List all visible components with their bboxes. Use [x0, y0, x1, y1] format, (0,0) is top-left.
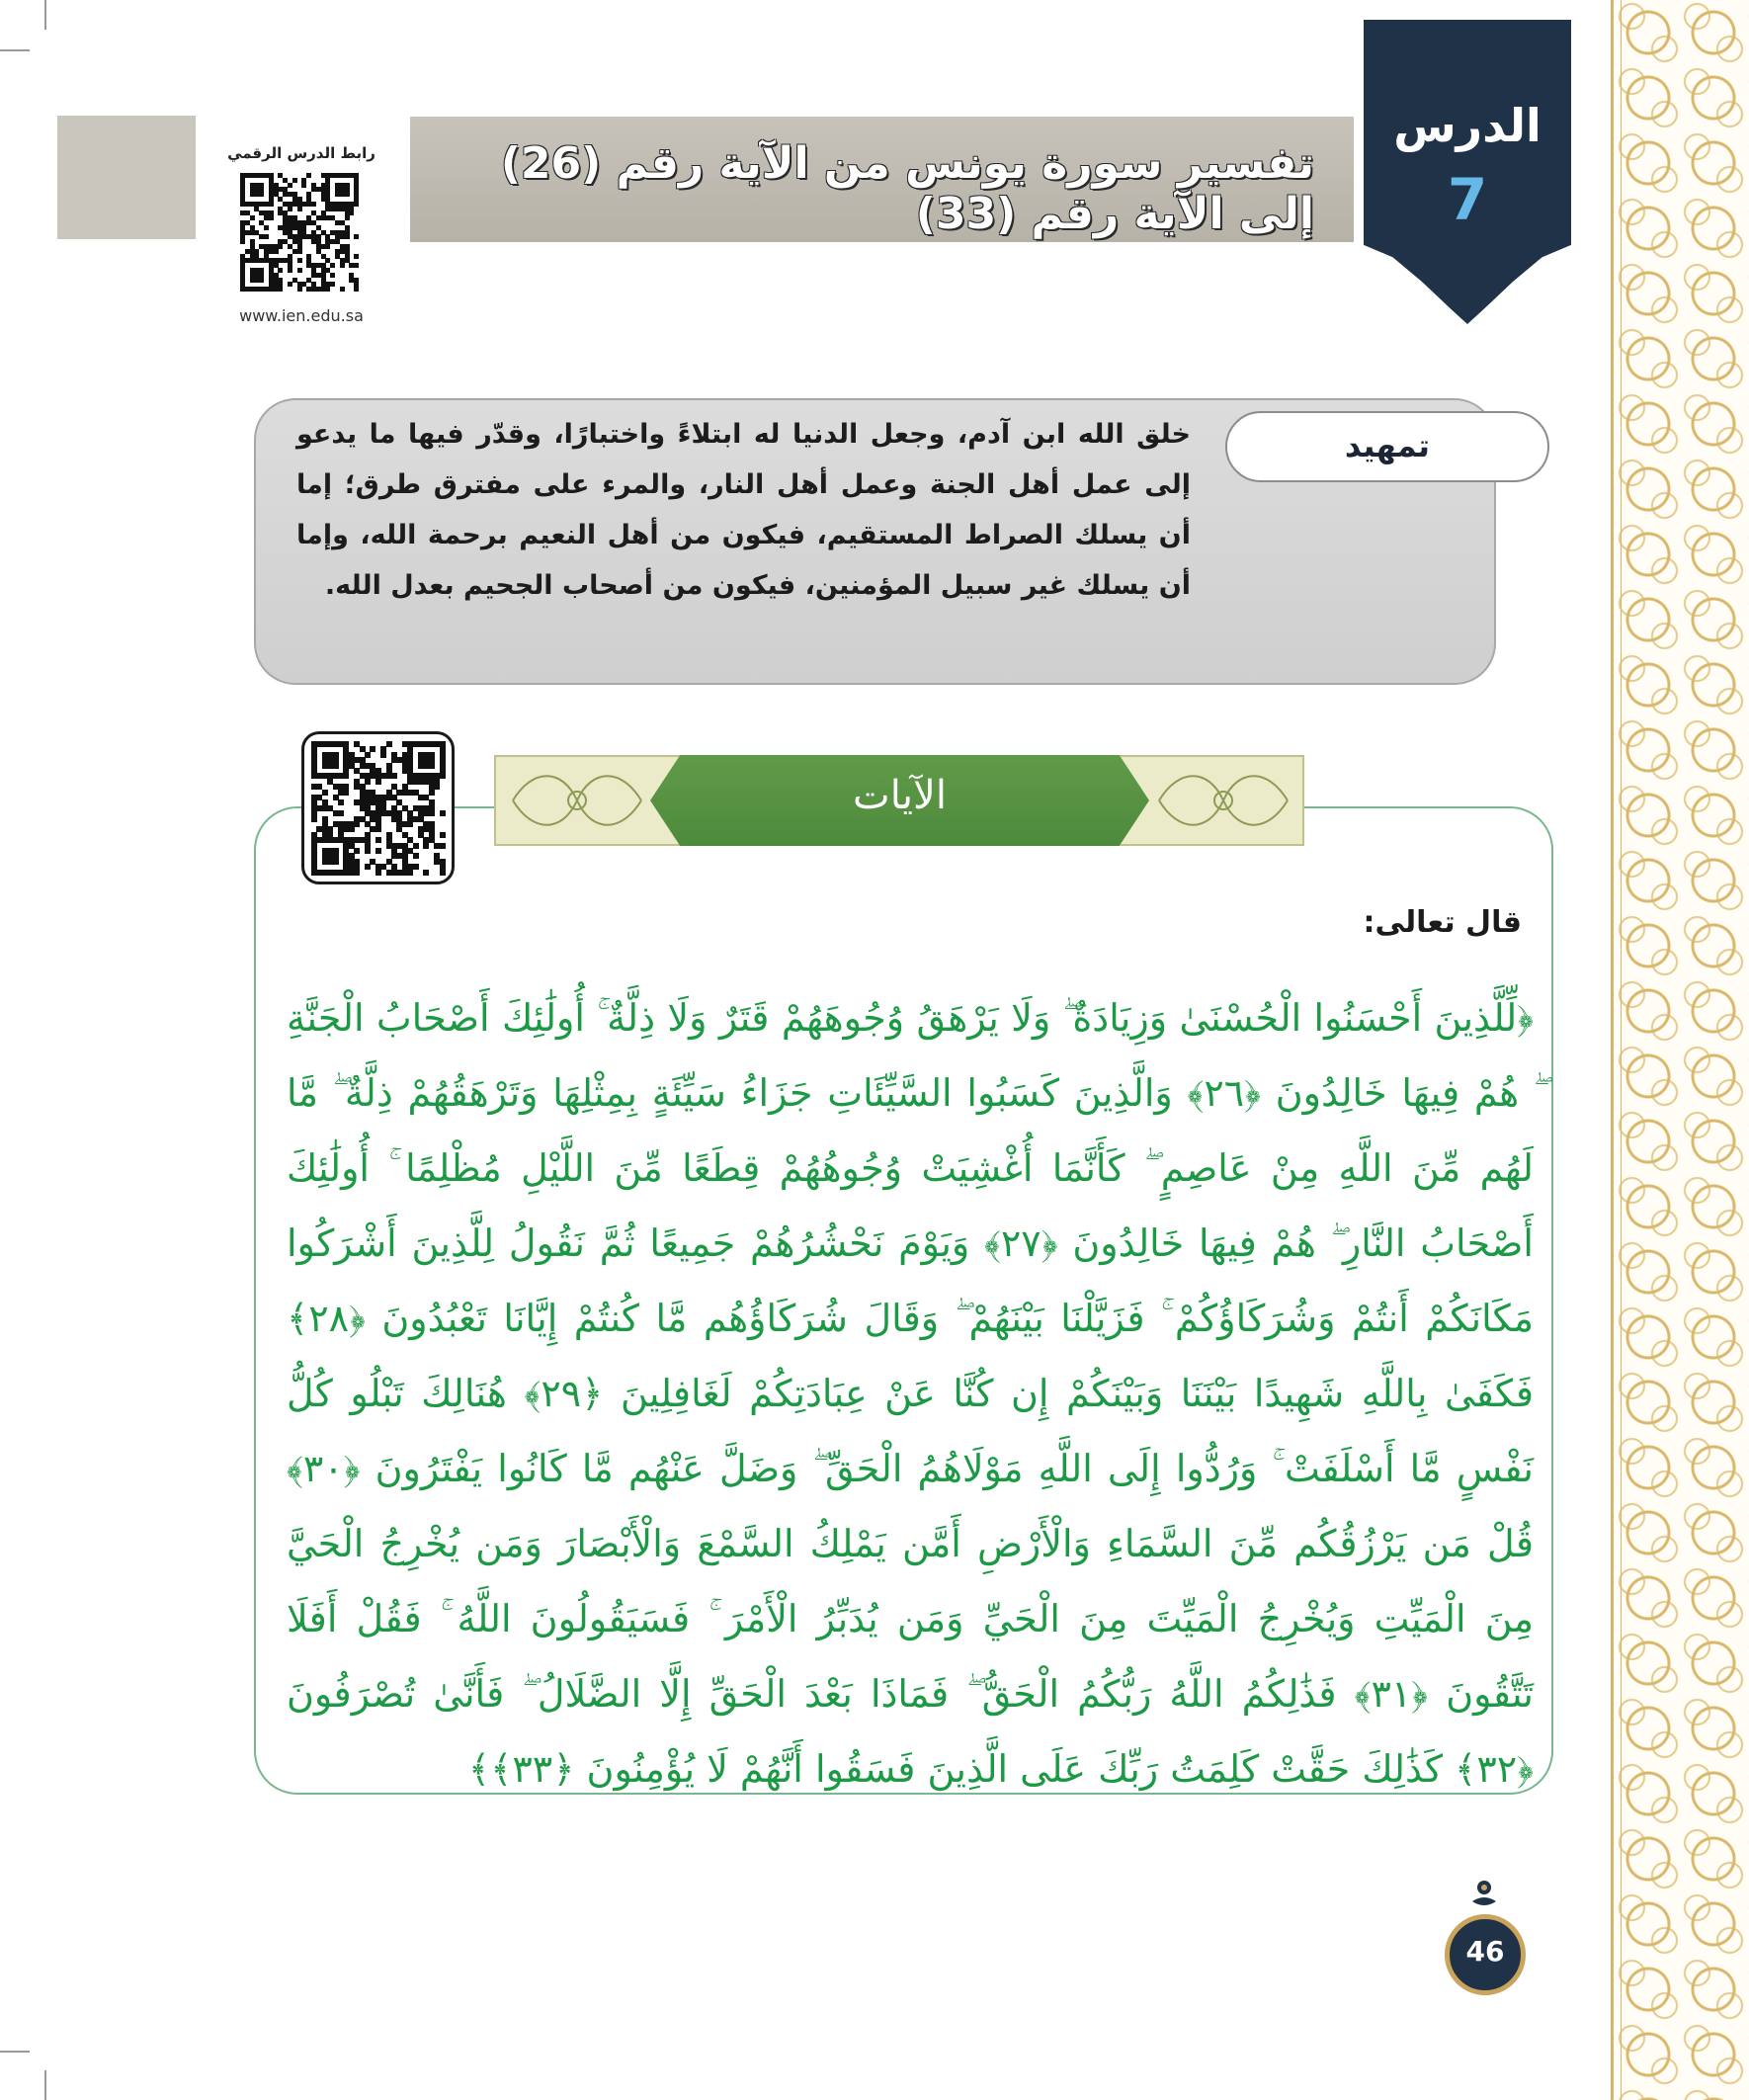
digital-link-label: رابط الدرس الرقمي [227, 144, 375, 162]
intro-text: خلق الله ابن آدم، وجعل الدنيا له ابتلاءً واختبارًا، وقدّر فيها ما يدعو إلى عمل أهل الجنة وعمل أهل النار، والمرء على مفترق طرق؛ إما أن يسلك الصراط المستقيم، فيكون من أهل النعيم برحمة الله، وإما أن يسلك غير سبيل المؤمنين، فيكون من أصحاب الجحيم بعدل الله. [296, 419, 1191, 601]
qr-code-icon[interactable] [311, 741, 445, 875]
ayat-heading: الآيات [853, 773, 947, 818]
verses-intro-phrase: قال تعالى: [1363, 905, 1522, 940]
crop-mark [0, 2051, 30, 2053]
digital-link-url[interactable]: www.ien.edu.sa [239, 306, 364, 325]
page-number: 46 [1465, 1935, 1505, 1968]
lesson-title: تفسير سورة يونس من الآية رقم (26) إلى الآية رقم (33) [500, 138, 1314, 239]
border-line [1621, 0, 1622, 2100]
crop-mark [44, 2070, 46, 2100]
header-gray-block [57, 116, 196, 239]
lesson-number: 7 [1447, 166, 1488, 233]
arabesque-icon [1154, 763, 1292, 838]
page-ornament-icon [1469, 1878, 1499, 1909]
crop-mark [0, 49, 30, 51]
quran-verses: ﴿لِّلَّذِينَ أَحْسَنُوا الْحُسْنَىٰ وَزِيَادَةٌ ۖ وَلَا يَرْهَقُ وُجُوهَهُمْ قَتَرٌ وَلَا ذِلَّةٌ ۚ أُولَٰئِكَ أَصْحَابُ الْجَنَّةِ ۖ هُمْ فِيهَا خَالِدُونَ ﴿٢٦﴾ وَالَّذِينَ كَسَبُوا السَّيِّئَاتِ جَزَاءُ سَيِّئَةٍ بِمِثْلِهَا وَتَرْهَقُهُمْ ذِلَّةٌ ۖ مَّا لَهُم مِّنَ اللَّهِ مِنْ عَاصِمٍ ۖ كَأَنَّمَا أُغْشِيَتْ وُجُوهُهُمْ قِطَعًا مِّنَ اللَّيْلِ مُظْلِمًا ۚ أُولَٰئِكَ أَصْحَابُ النَّارِ ۖ هُمْ فِيهَا خَالِدُونَ ﴿٢٧﴾ وَيَوْمَ نَحْشُرُهُمْ جَمِيعًا ثُمَّ نَقُولُ لِلَّذِينَ أَشْرَكُوا مَكَانَكُمْ أَنتُمْ وَشُرَكَاؤُكُمْ ۚ فَزَيَّلْنَا بَيْنَهُمْ ۖ وَقَالَ شُرَكَاؤُهُم مَّا كُنتُمْ إِيَّانَا تَعْبُدُونَ ﴿٢٨﴾ فَكَفَىٰ بِاللَّهِ شَهِيدًا بَيْنَنَا وَبَيْنَكُمْ إِن كُنَّا عَنْ عِبَادَتِكُمْ لَغَافِلِينَ ﴿٢٩﴾ هُنَالِكَ تَبْلُو كُلُّ نَفْسٍ مَّا أَسْلَفَتْ ۚ وَرُدُّوا إِلَى اللَّهِ مَوْلَاهُمُ الْحَقِّ ۖ وَضَلَّ عَنْهُم مَّا كَانُوا يَفْتَرُونَ ﴿٣٠﴾ قُلْ مَن يَرْزُقُكُم مِّنَ السَّمَاءِ وَالْأَرْضِ أَمَّن يَمْلِكُ السَّمْعَ وَالْأَبْصَارَ وَمَن يُخْرِجُ الْحَيَّ مِنَ الْمَيِّتِ وَيُخْرِجُ الْمَيِّتَ مِنَ الْحَيِّ وَمَن يُدَبِّرُ الْأَمْرَ ۚ فَسَيَقُولُونَ اللَّهُ ۚ فَقُلْ أَفَلَا تَتَّقُونَ ﴿٣١﴾ فَذَٰلِكُمُ اللَّهُ رَبُّكُمُ الْحَقُّ ۖ فَمَاذَا بَعْدَ الْحَقِّ إِلَّا الضَّلَالُ ۖ فَأَنَّىٰ تُصْرَفُونَ ﴿٣٢﴾ كَذَٰلِكَ حَقَّتْ كَلِمَتُ رَبِّكَ عَلَى الَّذِينَ فَسَقُوا أَنَّهُمْ لَا يُؤْمِنُونَ ﴿٣٣﴾﴾ [287, 996, 1535, 1791]
crop-mark [44, 0, 46, 30]
border-line [1611, 0, 1614, 2100]
qr-code-icon[interactable] [240, 173, 359, 292]
arabesque-icon [508, 763, 646, 838]
lesson-word: الدرس [1393, 99, 1541, 152]
ornamental-border [1616, 0, 1749, 2100]
intro-label: تمهيد [1344, 427, 1431, 464]
